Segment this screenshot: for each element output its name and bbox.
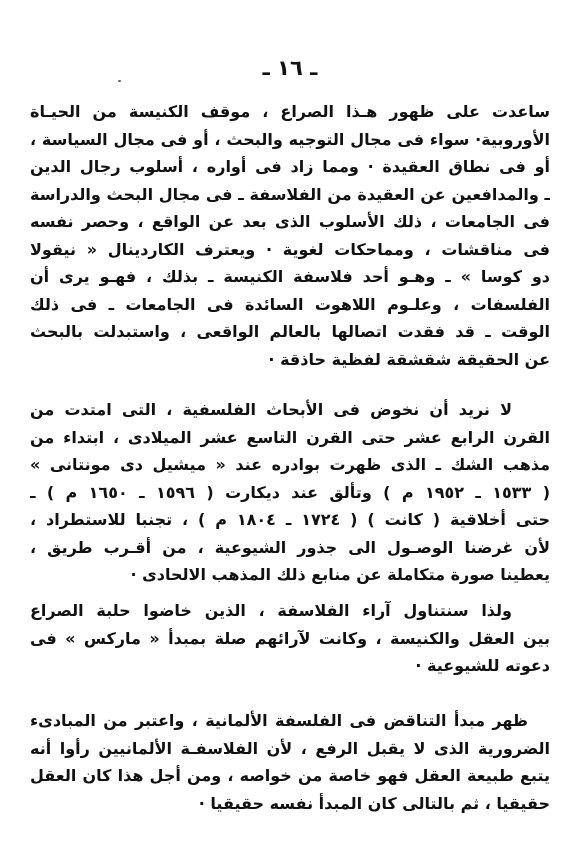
paragraph-philosophical-research (30, 396, 550, 589)
paragraph-church-conflict (30, 98, 550, 373)
scan-speck (118, 80, 121, 82)
paragraph-philosophers-views (30, 597, 550, 680)
text-line: دعوته للشيوعية · (415, 656, 550, 675)
text-line: الأوروبية· سواء فى مجال التوجيه والبحث ، أو فى مجال السياسة ، (30, 129, 550, 149)
text-line: الوقت ـ قد فقدت اتصالها بالعالم الواقعى ، واستبدلت بالبحث (30, 322, 550, 341)
text-line: أو فى نطاق العقيدة · ومما زاد فى أواره ، أسلوب رجال الدين (30, 157, 550, 176)
text-line: ـ والمدافعين عن العقيدة من الفلاسفة ـ فى مجال البحث والدراسة (30, 184, 550, 204)
text-line: مذهب الشك ـ الذى ظهرت بوادره عند « ميشيل دى مونتانى » (30, 455, 550, 474)
text-line: ظهر مبدأ التناقض فى الفلسفة الألمانية ، واعتبر من المبادىء (30, 711, 528, 730)
text-line: يعطينا صورة متكاملة عن منابع ذلك المذهب الالحادى · (130, 565, 550, 584)
text-line: لأن غرضنا الوصـول الى جذور الشيوعية ، من أقـرب طريق ، (30, 537, 550, 557)
text-line: حتى أخلاقية ( كانت ) ( ١٧٢٤ ـ ١٨٠٤ م ) ، تجنبا للاستطراد ، (30, 510, 550, 529)
text-line: حقيقيا ، ثم بالتالى كان المبدأ نفسه حقيقيا · (198, 793, 550, 813)
text-line: عن الحقيقة شقشقة لفظية حاذقة · (268, 349, 550, 369)
text-line: الضرورية الذى لا يقبل الرفع ، لأن الفلاسفـة الألمانيين رأوا أنه (30, 738, 550, 758)
page-number: ـ ١٦ ـ (262, 56, 318, 80)
text-line: ولذا سنتناول آراء الفلاسفة ، الذين خاضوا حلبة الصراع (30, 601, 512, 620)
text-line: يتبع طبيعة العقل فهو خاصة من خواصه ، ومن أجل هذا كان العقل (30, 766, 550, 785)
text-line: دو كوسا » ـ وهـو أحد فلاسفة الكنيسة ـ بذلك ، فهـو يرى أن (30, 267, 550, 286)
text-line: الفلسفات ، وعلـوم اللاهوت السائدة فى الجامعات ـ فى ذلك (30, 294, 550, 314)
text-line: فى مناقشات ، ومماحكات لغوية · ويعترف الكاردينال « نيقولا (30, 239, 550, 259)
text-line: ساعدت على ظهور هـذا الصراع ، موقف الكنيسة من الحيـاة (30, 102, 550, 121)
text-line: فى الجامعات ، ذلك الأسلوب الذى بعد عن الواقع ، وحصر نفسه (30, 212, 550, 231)
text-line: لا نريد أن نخوض فى الأبحاث الفلسفية ، التى امتدت من (30, 400, 512, 419)
text-line: القرن الرابع عشر حتى القرن التاسع عشر الميلادى ، ابتداء من (30, 427, 550, 447)
text-line: بين العقل والكنيسة ، وكانت لآرائهم صلة بمبدأ « ماركس » فى (30, 628, 550, 648)
paragraph-contradiction-principle (30, 707, 550, 817)
text-line: ( ١٥٣٣ ـ ١٩٥٢ م ) وتألق عند ديكارت ( ١٥٩٦ ـ ١٦٥٠ م ) ـ (30, 482, 550, 502)
